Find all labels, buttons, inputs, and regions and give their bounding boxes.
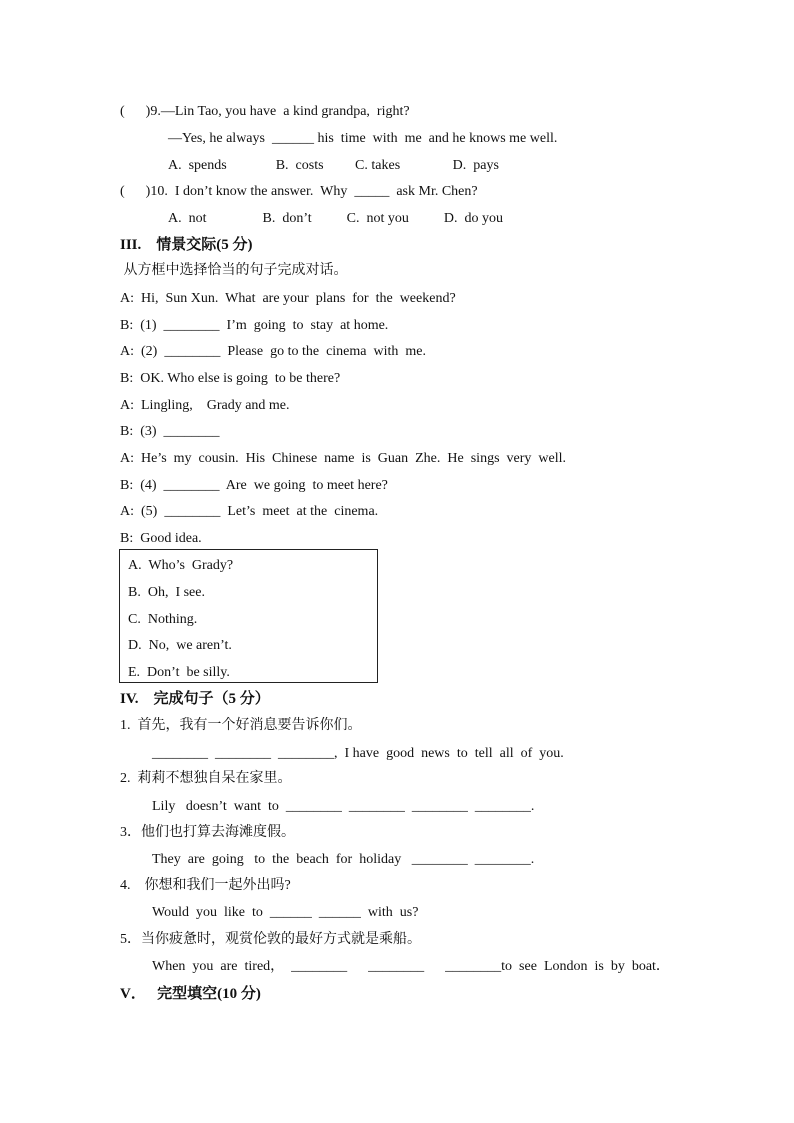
box-option: E. Don’t be silly.	[128, 665, 230, 680]
dialogue-line: B: (3) ________	[120, 424, 220, 439]
sentence-english: Lily doesn’t want to ________ ________ ________ ________.	[152, 799, 535, 814]
section-3-heading: III. 情景交际(5 分)	[120, 237, 253, 253]
dialogue-line: A: Lingling, Grady and me.	[120, 398, 290, 413]
question-10-stem: ( )10. I don’t know the answer. Why _____ ask Mr. Chen?	[120, 184, 478, 199]
dialogue-line: A: Hi, Sun Xun. What are your plans for the weekend?	[120, 291, 456, 306]
dialogue-line: B: OK. Who else is going to be there?	[120, 371, 341, 386]
sentence-chinese: 1. 首先，我有一个好消息要告诉你们。	[120, 718, 362, 733]
question-9-stem: ( )9.—Lin Tao, you have a kind grandpa, right?	[120, 104, 410, 119]
sentence-english: ________ ________ ________, I have good news to tell all of you.	[152, 746, 564, 761]
box-option: C. Nothing.	[128, 612, 198, 627]
sentence-chinese: 4. 你想和我们一起外出吗?	[120, 878, 291, 893]
section-4-heading: IV. 完成句子（5 分）	[120, 691, 270, 707]
question-10-options: A. not B. don’t C. not you D. do you	[168, 211, 503, 226]
section-5-heading: V． 完型填空(10 分)	[120, 986, 261, 1002]
box-option: B. Oh, I see.	[128, 585, 205, 600]
sentence-english: When you are tired， ________ ________ ________to see London is by boat．	[152, 959, 670, 974]
dialogue-line: A: He’s my cousin. His Chinese name is Guan Zhe. He sings very well.	[120, 451, 566, 466]
dialogue-line: B: (4) ________ Are we going to meet here?	[120, 478, 388, 493]
sentence-english: Would you like to ______ ______ with us?	[152, 905, 419, 920]
sentence-english: They are going to the beach for holiday ________ ________.	[152, 852, 535, 867]
section-3-instruction: 从方框中选择恰当的句子完成对话。	[120, 263, 348, 278]
sentence-chinese: 3．他们也打算去海滩度假。	[120, 825, 295, 840]
dialogue-line: B: (1) ________ I’m going to stay at home.	[120, 318, 389, 333]
question-9-options: A. spends B. costs C. takes D. pays	[168, 158, 499, 173]
options-box	[119, 549, 378, 683]
dialogue-line: A: (2) ________ Please go to the cinema with me.	[120, 344, 426, 359]
box-option: A. Who’s Grady?	[128, 558, 234, 573]
sentence-chinese: 5．当你疲惫时，观赏伦敦的最好方式就是乘船。	[120, 932, 421, 947]
question-9-reply: —Yes, he always ______ his time with me and he knows me well.	[168, 131, 558, 146]
box-option: D. No, we aren’t.	[128, 638, 232, 653]
dialogue-line: B: Good idea.	[120, 531, 202, 546]
dialogue-line: A: (5) ________ Let’s meet at the cinema.	[120, 504, 379, 519]
sentence-chinese: 2. 莉莉不想独自呆在家里。	[120, 771, 292, 786]
